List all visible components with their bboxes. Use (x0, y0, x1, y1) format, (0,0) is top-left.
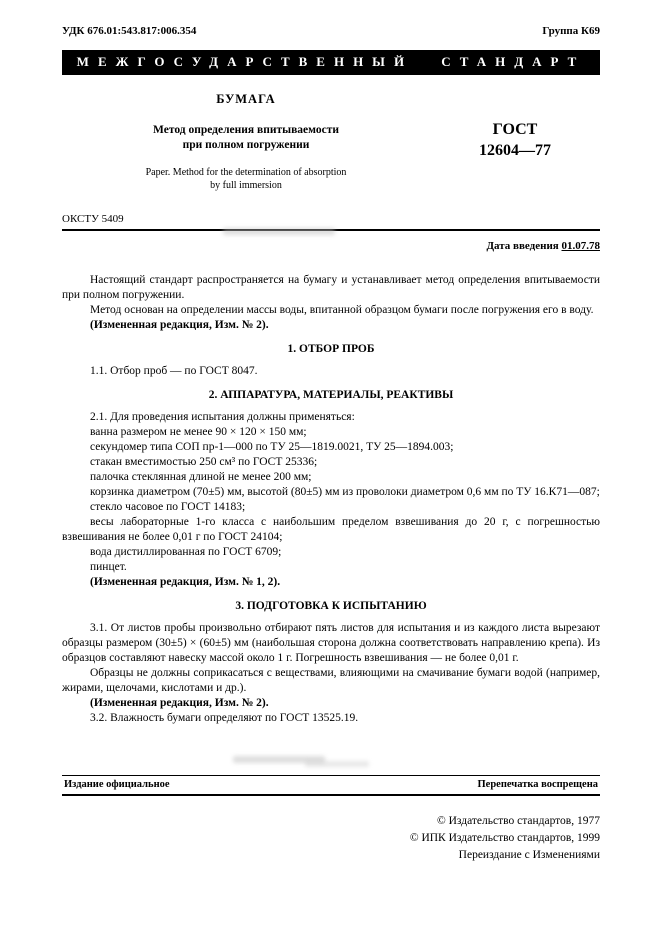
apparatus-item: весы лабораторные 1-го класса с наибольшим пределом взвешивания до 20 г, с погрешностью взвешивания не более 0,01 г по ГОСТ 24104; (62, 516, 600, 543)
copyright-line: Переиздание с Изменениями (458, 849, 600, 861)
section-3-paragraph-1: 3.1. От листов пробы произвольно отбирают пять листов для испытания и из каждого листа вырезают образцы размером (30±5) × (60±5) мм (наибольшая сторона должна соответствовать направлению крепа). Из образцов составляют навеску массой около 1 г. Погрешность взвешивания — не более 0,01 г. (62, 622, 600, 664)
introduction-date (62, 240, 600, 252)
scan-artifact (223, 228, 335, 235)
document-subtitle (62, 123, 430, 153)
apparatus-item: пинцет. (90, 561, 127, 573)
document-body (62, 273, 600, 726)
apparatus-item: стекло часовое по ГОСТ 14183; (90, 501, 246, 513)
section-2-heading: 2. АППАРАТУРА, МАТЕРИАЛЫ, РЕАКТИВЫ (208, 389, 454, 401)
copyright-block (62, 813, 600, 864)
title-area (62, 92, 600, 192)
flex-spacer (62, 726, 600, 775)
apparatus-item: корзинка диаметром (70±5) мм, высотой (80±5) мм из проволоки диаметром 0,6 мм по ТУ 16.К71—087; (90, 486, 600, 498)
intro-paragraph-2: Метод основан на определении массы воды, впитанной образцом бумаги после погружения его в воду. (90, 304, 594, 316)
intro-amendment-note: (Измененная редакция, Изм. № 2). (90, 319, 269, 331)
english-line-2: by full immersion (210, 180, 282, 191)
apparatus-item: ванна размером не менее 90 × 120 × 150 мм; (90, 426, 307, 438)
english-title (62, 166, 430, 192)
official-edition-label: Издание официальное (64, 779, 170, 790)
document-title: БУМАГА (216, 92, 276, 106)
title-column (62, 92, 430, 192)
date-value: 01.07.78 (561, 240, 600, 252)
footer-row (62, 776, 600, 794)
subtitle-line-1: Метод определения впитываемости (153, 124, 339, 136)
apparatus-item: вода дистиллированная по ГОСТ 6709; (90, 546, 282, 558)
section-2-paragraph: 2.1. Для проведения испытания должны применяться: (90, 411, 355, 423)
bottom-margin (62, 864, 600, 936)
reprint-prohibited-label: Перепечатка воспрещена (477, 779, 598, 790)
copyright-line: © Издательство стандартов, 1977 (436, 815, 600, 827)
section-1-paragraph: 1.1. Отбор проб — по ГОСТ 8047. (90, 365, 258, 377)
section-1-heading: 1. ОТБОР ПРОБ (287, 343, 375, 355)
section-3-amendment-note: (Измененная редакция, Изм. № 2). (90, 697, 269, 709)
subtitle-line-2: при полном погружении (182, 139, 310, 151)
okstu-code: ОКСТУ 5409 (62, 213, 124, 225)
scan-artifact (305, 761, 369, 767)
section-3-heading: 3. ПОДГОТОВКА К ИСПЫТАНИЮ (235, 600, 427, 612)
english-line-1: Paper. Method for the determination of absorption (145, 167, 347, 178)
section-3-paragraph-3: 3.2. Влажность бумаги определяют по ГОСТ 13525.19. (90, 712, 359, 724)
section-2-amendment-note: (Измененная редакция, Изм. № 1, 2). (90, 576, 281, 588)
footer-divider-bottom (62, 794, 600, 796)
gost-number: 12604—77 (479, 142, 551, 159)
apparatus-item: стакан вместимостью 250 см³ по ГОСТ 25336; (90, 456, 318, 468)
gost-label: ГОСТ (492, 121, 538, 138)
date-label: Дата введения (486, 240, 559, 252)
udk-number: УДК 676.01:543.817:006.354 (62, 25, 197, 37)
gost-designation (430, 92, 600, 192)
copyright-line: © ИПК Издательство стандартов, 1999 (409, 832, 600, 844)
section-3-paragraph-2: Образцы не должны соприкасаться с веществами, влияющими на смачивание бумаги водой (например, жирами, щелочами, кислотами и др.). (62, 667, 600, 694)
intro-paragraph-1: Настоящий стандарт распространяется на бумагу и устанавливает метод определения впитываемости при полном погружении. (62, 274, 600, 301)
top-reference-row (62, 25, 600, 37)
apparatus-item: секундомер типа СОП пр-1—000 по ТУ 25—1819.0021, ТУ 25—1894.003; (90, 441, 454, 453)
standard-type-banner: МЕЖГОСУДАРСТВЕННЫЙ СТАНДАРТ (62, 50, 600, 75)
group-label: Группа К69 (542, 25, 600, 37)
apparatus-item: палочка стеклянная длиной не менее 200 мм; (90, 471, 312, 483)
